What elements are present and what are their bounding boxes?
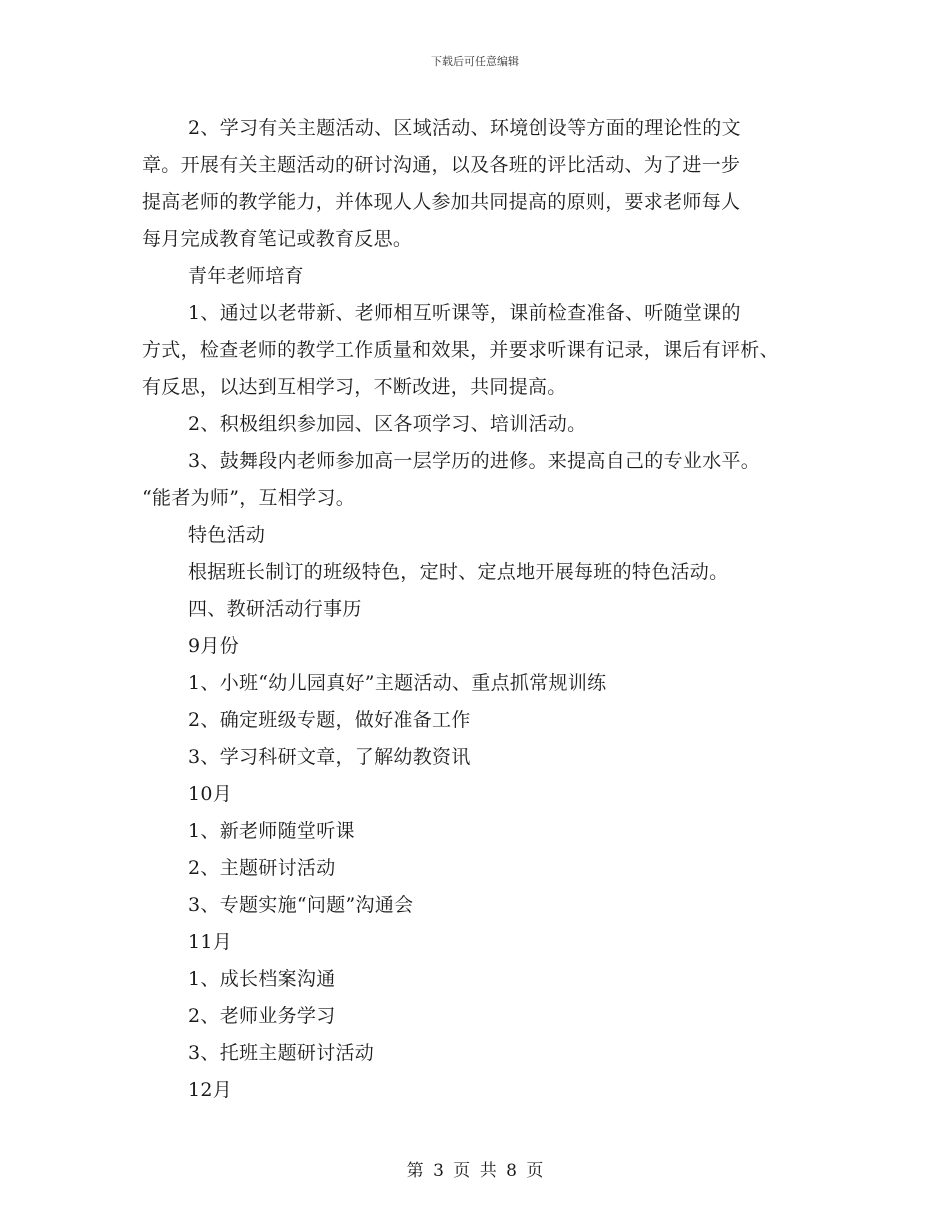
month-heading: 12月 (188, 1079, 233, 1101)
page-header-note: 下载后可任意编辑 (431, 55, 519, 68)
paragraph-line: “能者为师”，互相学习。 (142, 487, 356, 509)
list-item: 2、主题研讨活动 (188, 857, 336, 879)
list-item: 3、专题实施“问题”沟通会 (188, 894, 414, 916)
list-item: 2、确定班级专题，做好准备工作 (188, 709, 471, 731)
month-heading: 9月份 (188, 635, 239, 657)
paragraph-line: 方式，检查老师的教学工作质量和效果，并要求听课有记录，课后有评析、 (142, 339, 779, 361)
list-item: 1、新老师随堂听课 (188, 820, 355, 842)
month-heading: 11月 (188, 931, 233, 953)
list-item: 3、托班主题研讨活动 (188, 1042, 375, 1064)
paragraph-line: 3、鼓舞段内老师参加高一层学历的进修。来提高自己的专业水平。 (188, 450, 761, 472)
section-heading: 四、教研活动行事历 (188, 598, 362, 620)
paragraph-line: 有反思，以达到互相学习，不断改进，共同提高。 (142, 376, 567, 398)
section-heading: 青年老师培育 (188, 265, 304, 287)
paragraph-line: 每月完成教育笔记或教育反思。 (142, 228, 413, 250)
list-item: 3、学习科研文章，了解幼教资讯 (188, 746, 471, 768)
section-heading: 特色活动 (188, 524, 266, 546)
paragraph-line: 章。开展有关主题活动的研讨沟通，以及各班的评比活动、为了进一步 (142, 154, 741, 176)
list-item: 1、成长档案沟通 (188, 968, 336, 990)
paragraph-line: 提高老师的教学能力，并体现人人参加共同提高的原则，要求老师每人 (142, 191, 741, 213)
paragraph-line: 2、积极组织参加园、区各项学习、培训活动。 (188, 413, 587, 435)
paragraph-line: 1、通过以老带新、老师相互听课等，课前检查准备、听随堂课的 (188, 302, 741, 324)
page-number: 第 3 页 共 8 页 (406, 1161, 544, 1181)
list-item: 2、老师业务学习 (188, 1005, 336, 1027)
list-item: 1、小班“幼儿园真好”主题活动、重点抓常规训练 (188, 672, 607, 694)
month-heading: 10月 (188, 783, 233, 805)
paragraph-line: 根据班长制订的班级特色，定时、定点地开展每班的特色活动。 (188, 561, 729, 583)
paragraph-line: 2、学习有关主题活动、区域活动、环境创设等方面的理论性的文 (188, 117, 741, 139)
